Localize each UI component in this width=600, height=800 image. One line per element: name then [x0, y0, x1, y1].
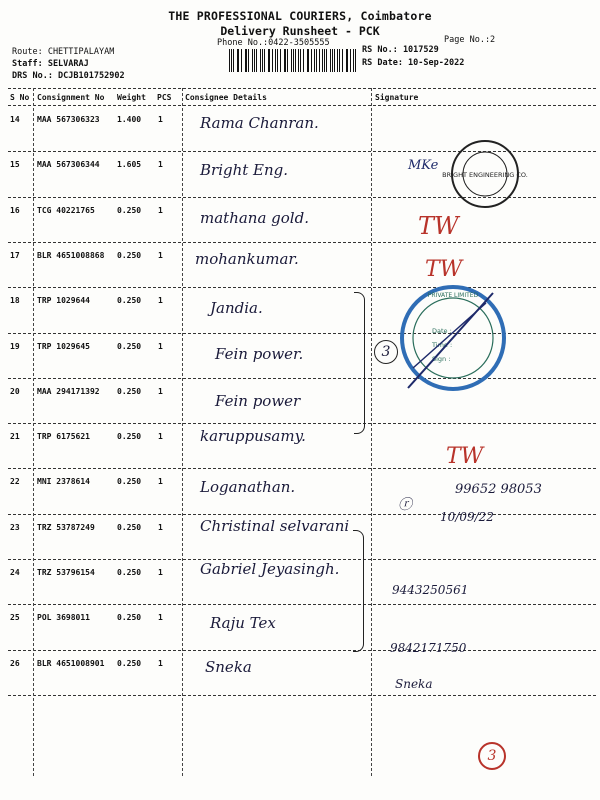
route: Route: CHETTIPALAYAM	[12, 47, 115, 57]
staff: Staff: SELVARAJ	[12, 59, 89, 69]
phone-written: 9443250561	[392, 583, 469, 597]
row-pcs: 1	[158, 160, 163, 170]
row-sno: 20	[10, 386, 20, 396]
table-header-rule	[8, 105, 596, 106]
row-consignee-handwritten: Loganathan.	[200, 478, 296, 497]
row-weight: 0.250	[117, 386, 142, 396]
stamp-time-field: Time :	[432, 341, 453, 349]
page-number: Page No.:2	[444, 35, 496, 45]
row-consignee-handwritten: Fein power	[215, 391, 301, 410]
row-weight: 0.250	[117, 341, 142, 351]
phone-written: 9842171750	[390, 641, 467, 655]
page-count-mark: 3	[478, 742, 506, 770]
row-consignment-no: TCG 40221765	[37, 205, 95, 215]
row-consignment-no: POL 3698011	[37, 613, 90, 623]
row-weight: 0.250	[117, 522, 142, 532]
bracket-mark	[354, 292, 365, 434]
col-header-weight: Weight	[117, 93, 146, 102]
company-title: THE PROFESSIONAL COURIERS, Coimbatore	[168, 9, 432, 23]
col-header-sno: S No	[10, 93, 30, 102]
row-pcs: 1	[158, 386, 163, 396]
row-sno: 17	[10, 250, 20, 260]
row-weight: 1.400	[117, 115, 142, 124]
row-consignee-handwritten: Gabriel Jeyasingh.	[200, 560, 340, 578]
row-pcs: 1	[158, 341, 163, 351]
row-consignment-no: MAA 567306344	[37, 160, 100, 170]
row-consignment-no: MAA 567306323	[37, 115, 100, 124]
row-consignee-handwritten: Jandia.	[210, 299, 263, 318]
row-pcs: 1	[158, 613, 163, 623]
company-round-stamp	[398, 283, 510, 398]
bracket-mark	[353, 530, 364, 652]
signature-mark: TW	[425, 257, 463, 282]
row-sno: 16	[10, 205, 20, 215]
row-divider	[8, 242, 596, 243]
row-weight: 0.250	[117, 568, 142, 577]
row-weight: 0.250	[117, 296, 142, 306]
row-weight: 0.250	[117, 477, 142, 487]
col-header-consignee: Consignee Details	[185, 93, 267, 102]
phone-number: Phone No.:0422-3505555	[217, 38, 330, 48]
row-weight: 0.250	[117, 658, 142, 668]
col-header-signature: Signature	[375, 93, 419, 102]
col-header-consignment: Consignment No	[37, 93, 105, 102]
row-divider	[8, 695, 596, 696]
row-consignment-no: TRP 1029644	[37, 296, 90, 306]
signature-name: Sneka	[395, 677, 433, 691]
row-sno: 23	[10, 522, 20, 532]
circled-count: 3	[374, 340, 398, 364]
row-pcs: 1	[158, 205, 163, 215]
row-weight: 0.250	[117, 432, 142, 442]
row-divider	[8, 650, 596, 651]
row-weight: 0.250	[117, 205, 142, 215]
col-divider	[182, 88, 183, 776]
row-sno: 26	[10, 658, 20, 668]
row-consignee-handwritten: Fein power.	[215, 344, 304, 363]
row-pcs: 1	[158, 296, 163, 306]
row-consignee-handwritten: mathana gold.	[200, 208, 309, 227]
row-pcs: 1	[158, 432, 163, 442]
row-divider	[8, 423, 596, 424]
barcode	[229, 49, 357, 72]
row-pcs: 1	[158, 568, 163, 577]
signature-mark: TW	[446, 444, 484, 469]
row-consignee-handwritten: Rama Chanran.	[200, 114, 319, 132]
row-consignment-no: TRP 6175621	[37, 432, 90, 442]
stamp-sign-field: Sign :	[432, 355, 451, 363]
row-consignment-no: MNI 2378614	[37, 477, 90, 487]
row-divider	[8, 604, 596, 605]
phone-written: 99652 98053	[455, 482, 542, 497]
row-sno: 21	[10, 432, 20, 442]
row-divider	[8, 514, 596, 515]
row-consignment-no: BLR 4651008868	[37, 250, 105, 260]
signature-mark: TW	[418, 212, 459, 240]
row-consignee-handwritten: Raju Tex	[210, 614, 276, 633]
row-consignment-no: BLR 4651008901	[37, 658, 105, 668]
row-sno: 18	[10, 296, 20, 306]
row-sno: 14	[10, 115, 20, 124]
col-divider	[33, 88, 34, 776]
row-sno: 19	[10, 341, 20, 351]
rs-date: RS Date: 10-Sep-2022	[362, 58, 465, 68]
row-pcs: 1	[158, 477, 163, 487]
row-sno: 22	[10, 477, 20, 487]
stamp-date-field: Date :	[432, 327, 452, 335]
row-consignee-handwritten: Bright Eng.	[200, 161, 289, 180]
row-weight: 0.250	[117, 250, 142, 260]
col-divider	[371, 88, 372, 776]
row-consignment-no: TRZ 53796154	[37, 568, 95, 577]
row-pcs: 1	[158, 522, 163, 532]
runsheet-subtitle: Delivery Runsheet - PCK	[220, 24, 380, 38]
row-sno: 15	[10, 160, 20, 170]
row-sno: 25	[10, 613, 20, 623]
signature-initials: MKe	[408, 158, 439, 173]
stamp-text: PRIVATE LIMITED	[427, 292, 479, 299]
table-top-rule	[8, 88, 596, 89]
col-header-pcs: PCS	[157, 93, 172, 102]
row-consignee-handwritten: Christinal selvarani	[200, 516, 350, 535]
row-pcs: 1	[158, 115, 163, 124]
row-divider	[8, 468, 596, 469]
company-seal-stamp	[442, 138, 528, 210]
row-sno: 24	[10, 568, 20, 577]
rs-number: RS No.: 1017529	[362, 45, 439, 55]
row-weight: 0.250	[117, 613, 142, 623]
row-pcs: 1	[158, 658, 163, 668]
seal-text: BRIGHT ENGINEERING CO.	[442, 171, 528, 179]
row-pcs: 1	[158, 250, 163, 260]
drs-number: DRS No.: DCJB101752902	[12, 71, 125, 81]
row-consignment-no: TRZ 53787249	[37, 522, 95, 532]
row-consignee-handwritten: mohankumar.	[195, 249, 299, 268]
row-consignee-handwritten: Sneka	[205, 657, 252, 676]
row-consignment-no: MAA 294171392	[37, 386, 100, 396]
row-consignment-no: TRP 1029645	[37, 341, 90, 351]
date-written: 10/09/22	[440, 510, 494, 524]
row-weight: 1.605	[117, 160, 142, 170]
row-consignee-handwritten: karuppusamy.	[200, 427, 306, 446]
